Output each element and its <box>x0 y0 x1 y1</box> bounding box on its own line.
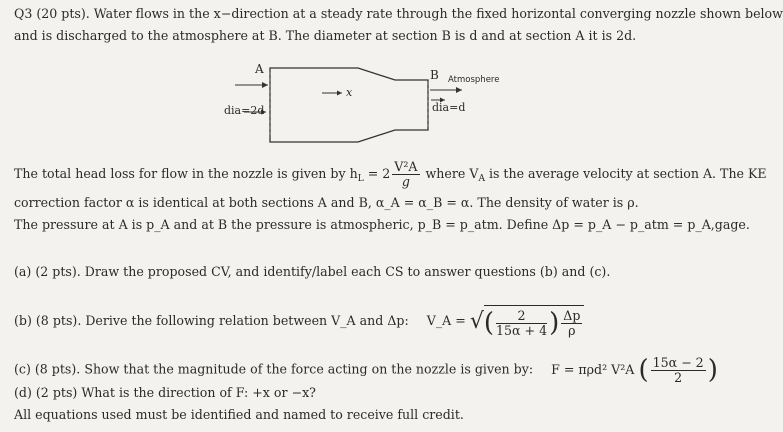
footer-note: All equations used must be identified and named to receive full credit. <box>14 407 464 422</box>
label-section-a: A <box>255 62 264 76</box>
headloss-line: The total head loss for flow in the nozzle is given by $h_L = 2$ $\frac{\text{V²A}}{g}$ where $V_A$ is the average velocity at section A. The KE <box>14 159 767 189</box>
question-header-line2: and is discharged to the atmosphere at B. The diameter at section B is d and at section A it is 2d. <box>14 28 637 43</box>
label-dia-a: dia=2d <box>224 104 265 117</box>
question-a: (a) (2 pts). Draw the proposed CV, and identify/label each CS to answer questions (b) and (c). <box>14 264 611 279</box>
label-dia-b: dia=d <box>432 101 466 114</box>
question-c: (c) (8 pts). Show that the magnitude of the force acting on the nozzle is given by: F = πρd² V²A ( $\frac{15\alpha - 2}{2}$ ) <box>14 354 718 385</box>
question-d: (d) (2 pts) What is the direction of F: +x or −x? <box>14 385 316 400</box>
question-b: (b) (8 pts). Derive the following relation between V_A and Δp: V_A = √( $\frac{2}{15\alpha + 4}$ ) $\frac{\Delta p}{\rho}$ <box>14 305 584 338</box>
label-x-axis: x <box>346 86 353 99</box>
label-atmosphere: Atmosphere <box>448 75 500 85</box>
correction-factor-line: correction factor α is identical at both sections A and B, α_A = α_B = α. The density of water is ρ. <box>14 195 639 210</box>
question-header-line1: Q3 (20 pts). Water flows in the x−direction at a steady rate through the fixed horizontal converging nozzle shown below <box>14 6 783 21</box>
pressure-line: The pressure at A is p_A and at B the pressure is atmospheric, p_B = p_atm. Define Δp = p_A − p_atm = p_A,gage. <box>14 217 750 232</box>
label-section-b: B <box>430 68 439 82</box>
